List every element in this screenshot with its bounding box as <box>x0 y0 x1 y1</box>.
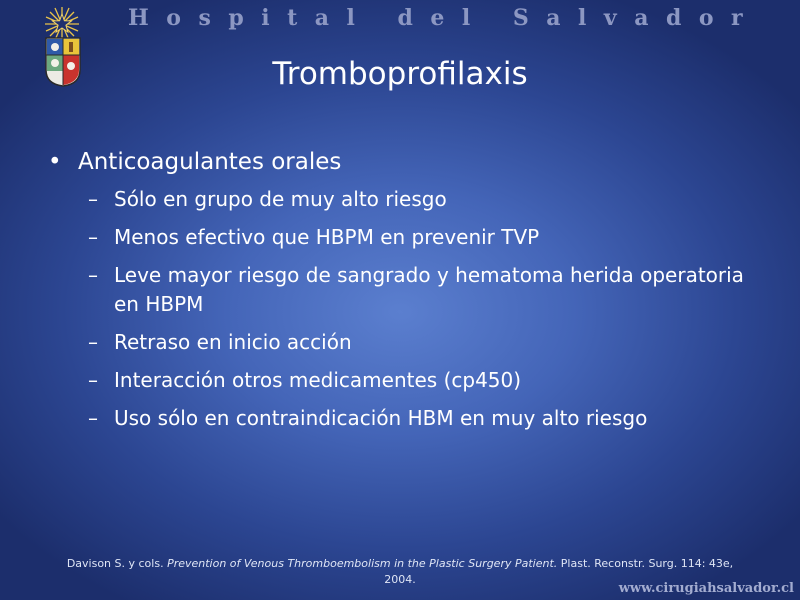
dash-marker: – <box>88 225 98 249</box>
sub-bullet-text: Retraso en inicio acción <box>114 330 352 354</box>
dash-marker: – <box>88 330 98 354</box>
slide-title: Tromboprofilaxis <box>272 56 528 92</box>
sub-bullet-list <box>48 185 748 433</box>
dash-marker: – <box>88 187 98 211</box>
sub-bullet-item <box>48 404 748 433</box>
sub-bullet-item <box>48 328 748 357</box>
website-url: www.cirugiahsalvador.cl <box>618 581 794 596</box>
sub-bullet-item <box>48 185 748 214</box>
dash-marker: – <box>88 263 98 287</box>
sub-bullet-text: Sólo en grupo de muy alto riesgo <box>114 187 447 211</box>
hospital-name-header: Hospital del Salvador <box>128 5 761 31</box>
sub-bullet-text: Menos efectivo que HBPM en prevenir TVP <box>114 225 540 249</box>
slide-content <box>48 146 748 442</box>
main-bullet <box>48 146 748 178</box>
sub-bullet-item <box>48 261 748 319</box>
bullet-marker: • <box>48 149 62 175</box>
citation-authors: Davison S. y cols. <box>66 557 164 570</box>
citation-article: Prevention of Venous Thromboembolism in the Plastic Surgery Patient. <box>167 557 558 570</box>
citation-journal: Plast. Reconstr. Surg. 114: 43e, 2004. <box>384 557 734 586</box>
sub-bullet-text: Uso sólo en contraindicación HBM en muy alto riesgo <box>114 406 648 430</box>
sub-bullet-text: Interacción otros medicamentes (cp450) <box>114 368 522 392</box>
sub-bullet-text: Leve mayor riesgo de sangrado y hematoma herida operatoria en HBPM <box>114 263 744 316</box>
sub-bullet-item <box>48 223 748 252</box>
dash-marker: – <box>88 368 98 392</box>
dash-marker: – <box>88 406 98 430</box>
main-bullet-text: Anticoagulantes orales <box>78 149 342 175</box>
sub-bullet-item <box>48 366 748 395</box>
